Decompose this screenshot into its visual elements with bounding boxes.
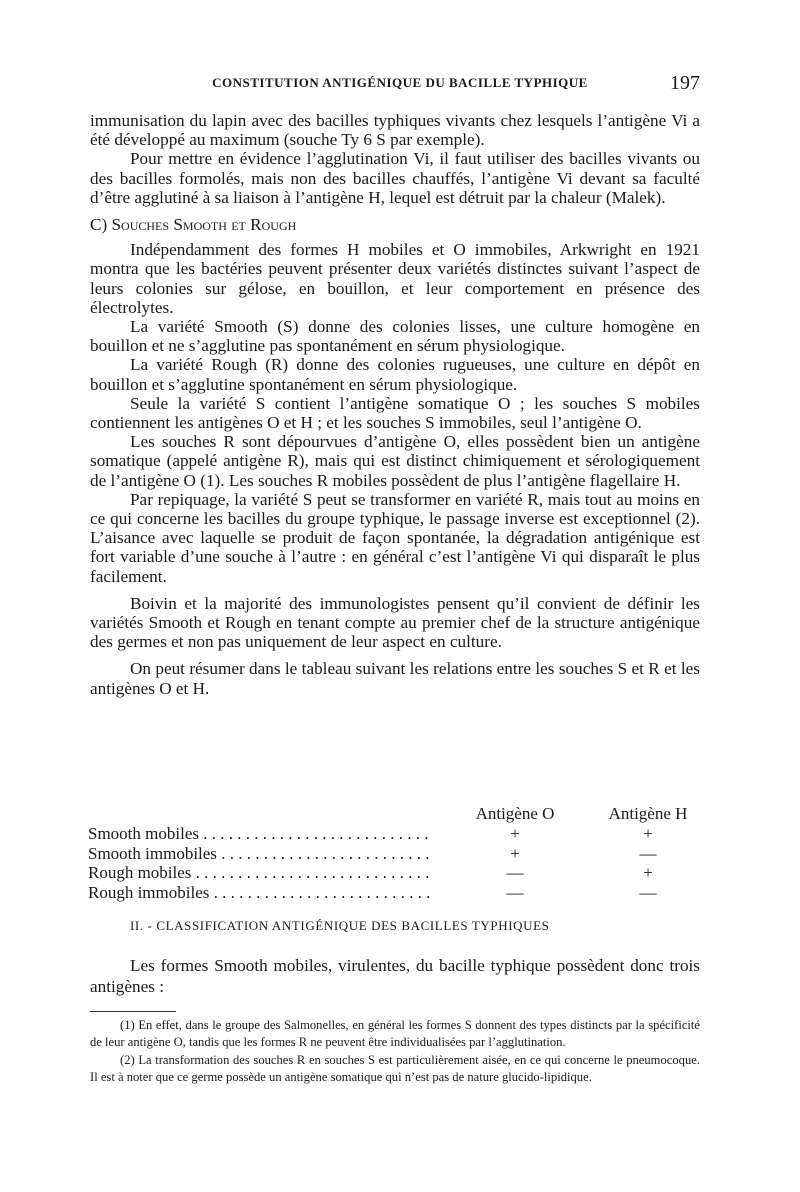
paragraph: Pour mettre en évidence l’agglutination Vi, il faut utiliser des bacilles vivants ou des bacilles formolés, mais non des bacilles chauffés, l’antigène Vi devant sa faculté d’être agglutiné à sa liaison à l’antigène H, lequel est détruit par la chaleur (Malek). bbox=[90, 149, 700, 207]
row-label: Rough mobiles . . . bbox=[88, 863, 433, 883]
section-heading-c bbox=[90, 215, 700, 234]
antigen-o-cell: — bbox=[506, 882, 524, 902]
page-number: 197 bbox=[670, 72, 700, 94]
table-row bbox=[88, 824, 700, 844]
section-heading-text: Souches Smooth et Rough bbox=[111, 215, 297, 235]
paragraph: Les souches R sont dépourvues d’antigène O, elles possèdent bien un antigène somatique (appelé antigène R), mais qui est distinct chimiquement et sérologiquement de l’antigène O (1). Les souches R mobiles possèdent de plus l’antigène flagellaire H. bbox=[90, 432, 700, 490]
paragraph: Indépendamment des formes H mobiles et O immobiles, Arkwright en 1921 montra que les bactéries peuvent présenter deux variétés distinctes suivant l’aspect de leurs colonies sur gélose, en bouillon, et leur comportement en présence des électrolytes. bbox=[90, 240, 700, 317]
footnote: (2) La transformation des souches R en souches S est particulièrement aisée, en ce qui concerne le pneumocoque. Il est à noter que ce germe possède un antigène somatique qui n’est pas de nature glucido-lipidique. bbox=[90, 1053, 700, 1084]
paragraph: Les formes Smooth mobiles, virulentes, du bacille typhique possèdent donc trois antigènes : bbox=[90, 956, 700, 996]
paragraph: Par repiquage, la variété S peut se transformer en variété R, mais tout au moins en ce qui concerne les bacilles du groupe typhique, le passage inverse est exceptionnel (2). L’aisance avec laquelle se produit de façon spontanée, la dégradation antigénique est fort variable d’une souche à l’autre : en général c’est l’antigène Vi qui disparaît le plus facilement. bbox=[90, 489, 700, 586]
section-letter: C) bbox=[90, 215, 108, 235]
antigen-o-cell: — bbox=[506, 863, 524, 882]
antigen-table bbox=[88, 804, 700, 902]
antigen-h-cell: + bbox=[643, 824, 653, 843]
main-text bbox=[90, 111, 700, 698]
footnote: (1) En effet, dans le groupe des Salmonelles, en général les formes S donnent des types distincts par la spécificité de leur antigène O, tandis que les formes R ne peuvent être individualisées par l’agglutination. bbox=[90, 1018, 700, 1049]
row-label: Smooth mobiles . . . bbox=[88, 824, 433, 844]
paragraph: Boivin et la majorité des immunologistes pensent qu’il convient de définir les variétés Smooth et Rough en tenant compte au premier chef de la structure antigénique des germes et non pas uniquement de leur aspect en culture. bbox=[90, 593, 700, 652]
table-header-row bbox=[88, 804, 700, 824]
footnotes bbox=[90, 1017, 700, 1087]
footnote-divider bbox=[90, 1011, 176, 1012]
row-label: Rough immobiles . . . bbox=[88, 883, 433, 903]
table-row bbox=[88, 883, 700, 903]
paragraph: immunisation du lapin avec des bacilles typhiques vivants chez lesquels l’antigène Vi a été développé au maximum (souche Ty 6 S par exemple). bbox=[90, 111, 700, 150]
paragraph: La variété Rough (R) donne des colonies rugueuses, une culture en dépôt en bouillon et s’agglutine spontanément en sérum physiologique. bbox=[90, 355, 700, 394]
antigen-h-cell: — bbox=[639, 882, 657, 902]
antigen-o-cell: + bbox=[510, 843, 520, 863]
paragraph: On peut résumer dans le tableau suivant les relations entre les souches S et R et les antigènes O et H. bbox=[90, 659, 700, 698]
antigen-h-cell: — bbox=[639, 843, 657, 863]
running-header: CONSTITUTION ANTIGÉNIQUE DU BACILLE TYPHIQUE bbox=[212, 75, 588, 90]
column-header: Antigène H bbox=[608, 804, 688, 823]
section-ii-text bbox=[90, 955, 700, 997]
paragraph: La variété Smooth (S) donne des colonies lisses, une culture homogène en bouillon et ne s’agglutine pas spontanément en sérum physiologique. bbox=[90, 317, 700, 356]
column-header: Antigène O bbox=[475, 804, 555, 823]
paragraph: Seule la variété S contient l’antigène somatique O ; les souches S mobiles contiennent les antigènes O et H ; et les souches S immobiles, seul l’antigène O. bbox=[90, 393, 700, 433]
row-label: Smooth immobiles . . . bbox=[88, 844, 433, 864]
table-row bbox=[88, 863, 700, 883]
section-title-ii: II. - CLASSIFICATION ANTIGÉNIQUE DES BACILLES TYPHIQUES bbox=[130, 918, 550, 933]
antigen-o-cell: + bbox=[510, 824, 520, 843]
table-row bbox=[88, 844, 700, 864]
antigen-h-cell: + bbox=[643, 863, 653, 882]
